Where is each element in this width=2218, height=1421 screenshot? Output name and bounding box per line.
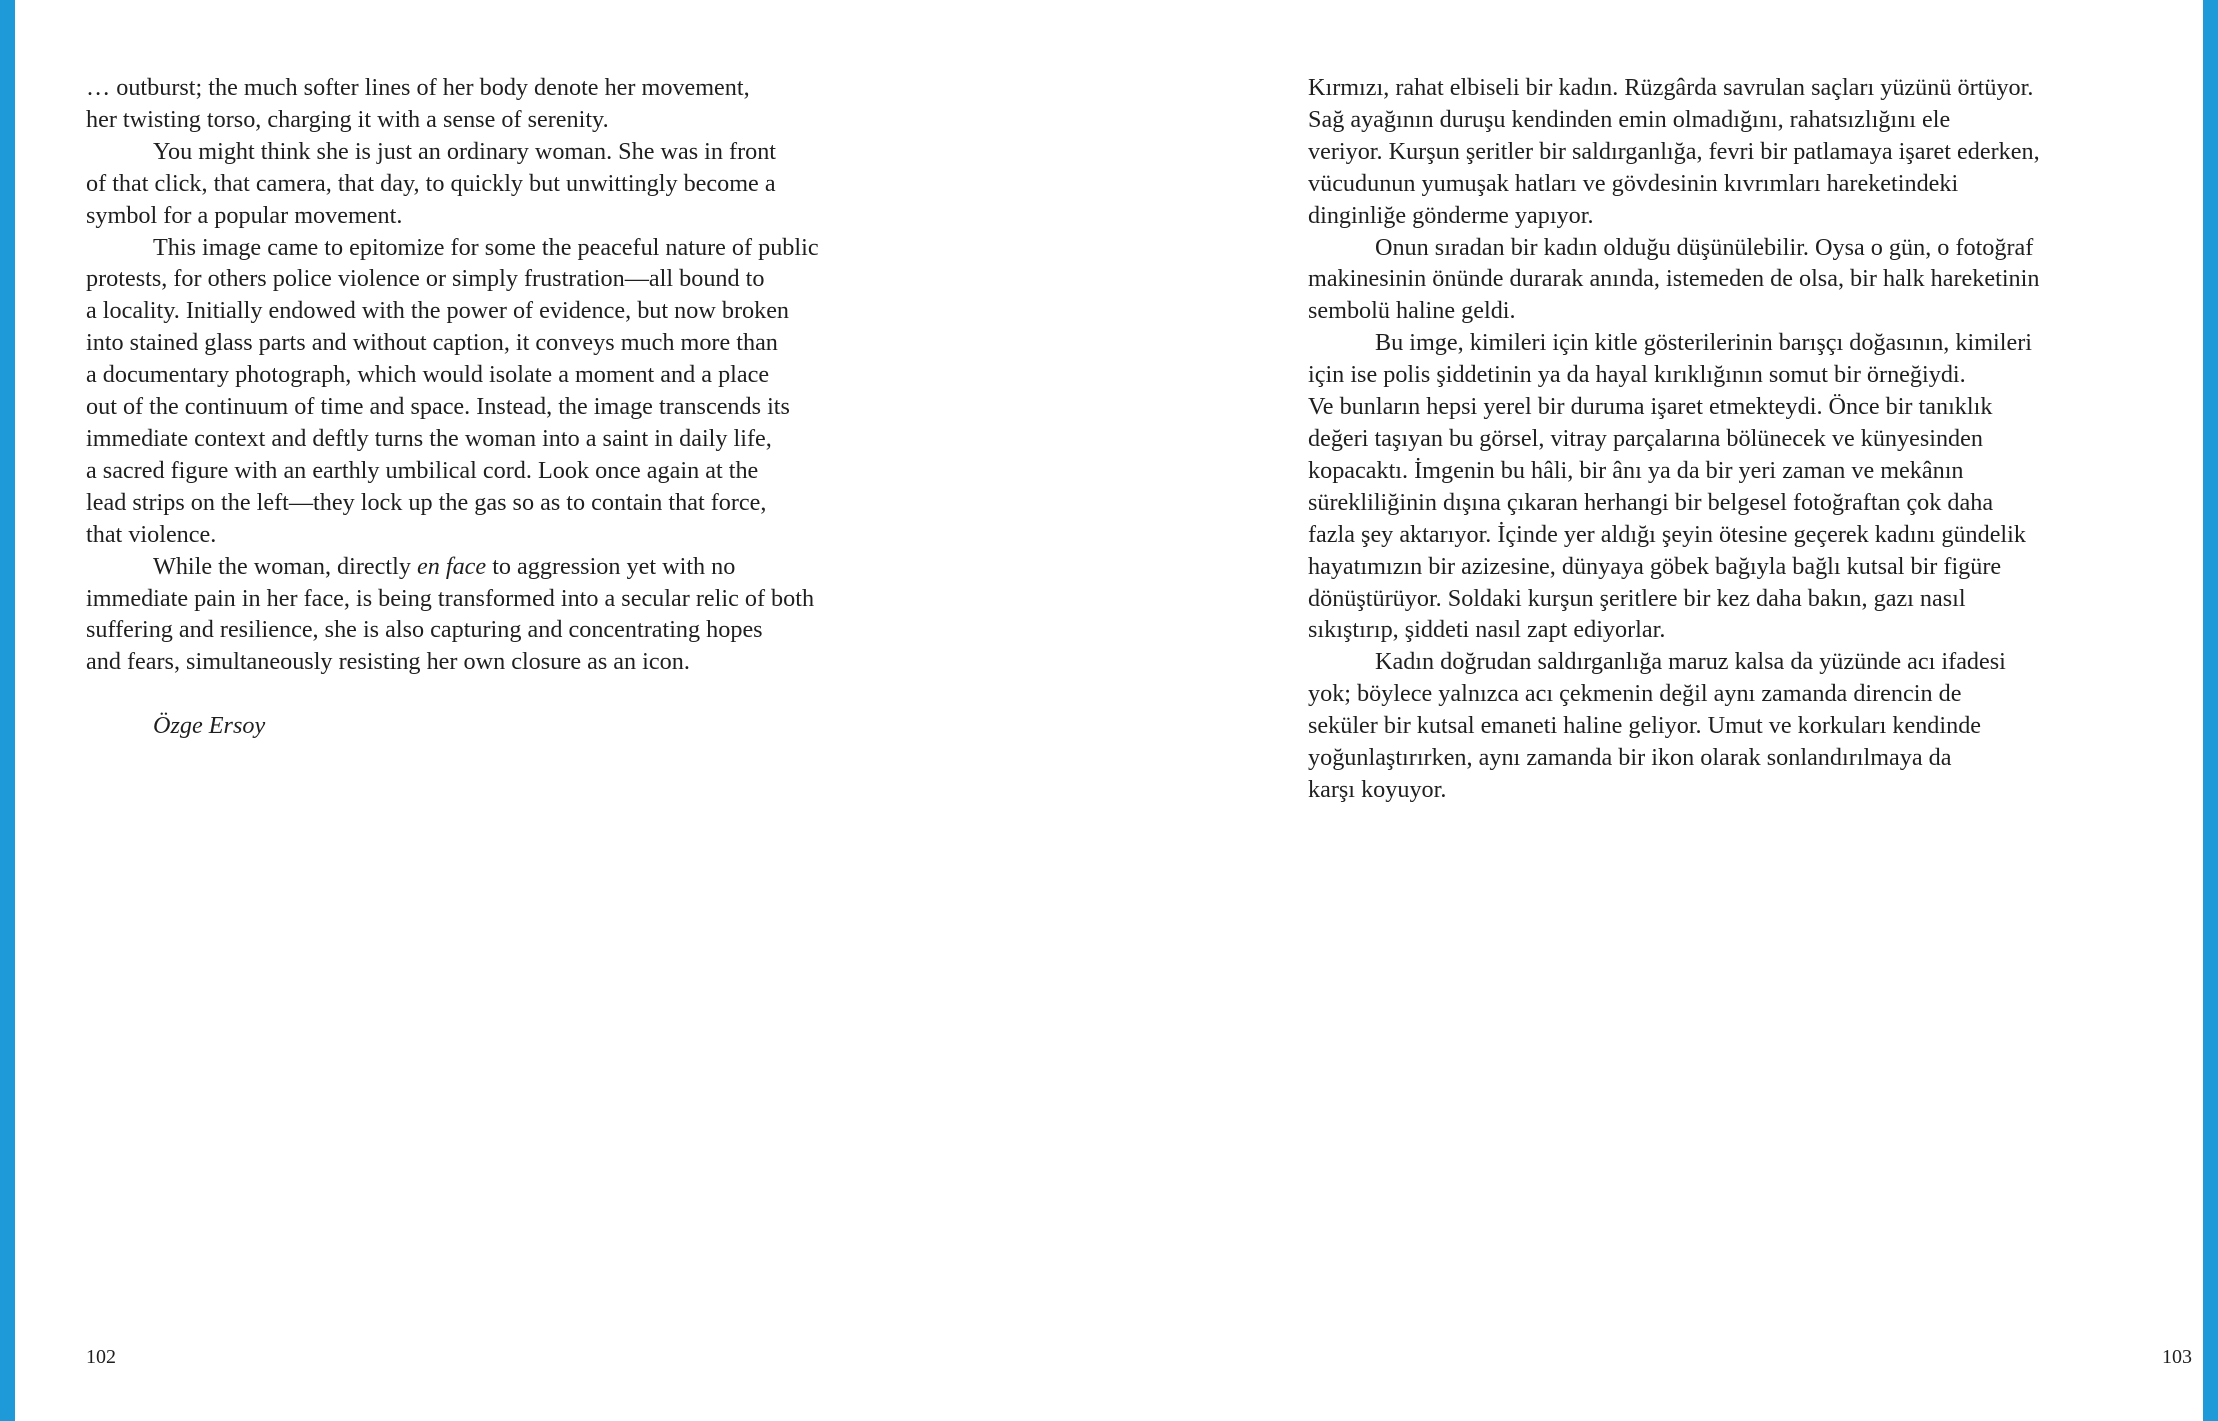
paragraph: [86, 551, 916, 679]
paragraph-text: to aggression yet with no immediate pain in her face, is being transformed into a secular relic of both suffering and resilience, she is also capturing and concentrating hopes and fears, simultaneously resisting her own closure as an icon.: [86, 552, 815, 676]
english-text-block: [86, 72, 916, 678]
paragraph: This image came to epitomize for some the peaceful nature of public protests, for others police violence or simply frustration—all bound to a locality. Initially endowed with the power of evidence, but now broken into stained glass parts and without caption, it conveys much more than a documentary photograph, which would isolate a moment and a place out of the continuum of time and space. Instead, the image transcends its immediate context and deftly turns the woman into a saint in daily life, a sacred figure with an earthly umbilical cord. Look once again at the lead strips on the left—they lock up the gas so as to contain that force, that violence.: [86, 233, 819, 548]
left-edge-accent-bar: [0, 0, 15, 1421]
right-page: [1109, 0, 2203, 1421]
right-edge-accent-bar: [2203, 0, 2218, 1421]
paragraph: Onun sıradan bir kadın olduğu düşünülebilir. Oysa o gün, o fotoğraf makinesinin önünde durarak anında, istemeden de olsa, bir halk hareketinin sembolü haline geldi.: [1308, 233, 2040, 325]
paragraph: Kadın doğrudan saldırganlığa maruz kalsa da yüzünde acı ifadesi yok; böylece yalnızca acı çekmenin değil aynı zamanda direncin de seküler bir kutsal emaneti haline geliyor. Umut ve korkuları kendinde yoğunlaştırırken, aynı zamanda bir ikon olarak sonlandırılmaya da karşı koyuyor.: [1308, 648, 2006, 803]
paragraph: … outburst; the much softer lines of her body denote her movement, her twisting torso, charging it with a sense of serenity.: [86, 74, 750, 133]
page-number: 102: [86, 1346, 116, 1368]
paragraph-text: While the woman, directly: [153, 552, 417, 580]
page-number: 103: [2162, 1346, 2192, 1368]
author-signature: Özge Ersoy: [153, 712, 266, 739]
italic-phrase: en face: [416, 552, 487, 580]
paragraph: Bu imge, kimileri için kitle gösterilerinin barışçı doğasının, kimileri için ise polis şiddetinin ya da hayal kırıklığının somut bir örneğiydi. Ve bunların hepsi yerel bir duruma işaret etmekteydi. Önce bir tanıklık değeri taşıyan bu görsel, vitray parçalarına bölünecek ve künyesinden kopacaktı. İmgenin bu hâli, bir ânı ya da bir yeri zaman ve mekânın sürekliliğinin dışına çıkaran herhangi bir belgesel fotoğraftan çok daha fazla şey aktarıyor. İçinde yer aldığı şeyin ötesine geçerek kadını gündelik hayatımızın bir azizesine, dünyaya göbek bağıyla bağlı kutsal bir figüre dönüştürüyor. Soldaki kurşun şeritlere bir kez daha bakın, gazı nasıl sıkıştırıp, şiddeti nasıl zapt ediyorlar.: [1308, 329, 2032, 644]
left-page: [15, 0, 1109, 1421]
turkish-text-block: [1308, 72, 2153, 806]
paragraph: Kırmızı, rahat elbiseli bir kadın. Rüzgârda savrulan saçları yüzünü örtüyor. Sağ ayağının duruşu kendinden emin olmadığını, rahatsızlığını ele veriyor. Kurşun şeritler bir saldırganlığa, fevri bir patlamaya işaret ederken, vücudunun yumuşak hatları ve gövdesinin kıvrımları hareketindeki dinginliğe gönderme yapıyor.: [1308, 74, 2040, 229]
paragraph: You might think she is just an ordinary woman. She was in front of that click, that camera, that day, to quickly but unwittingly become a symbol for a popular movement.: [86, 137, 777, 229]
